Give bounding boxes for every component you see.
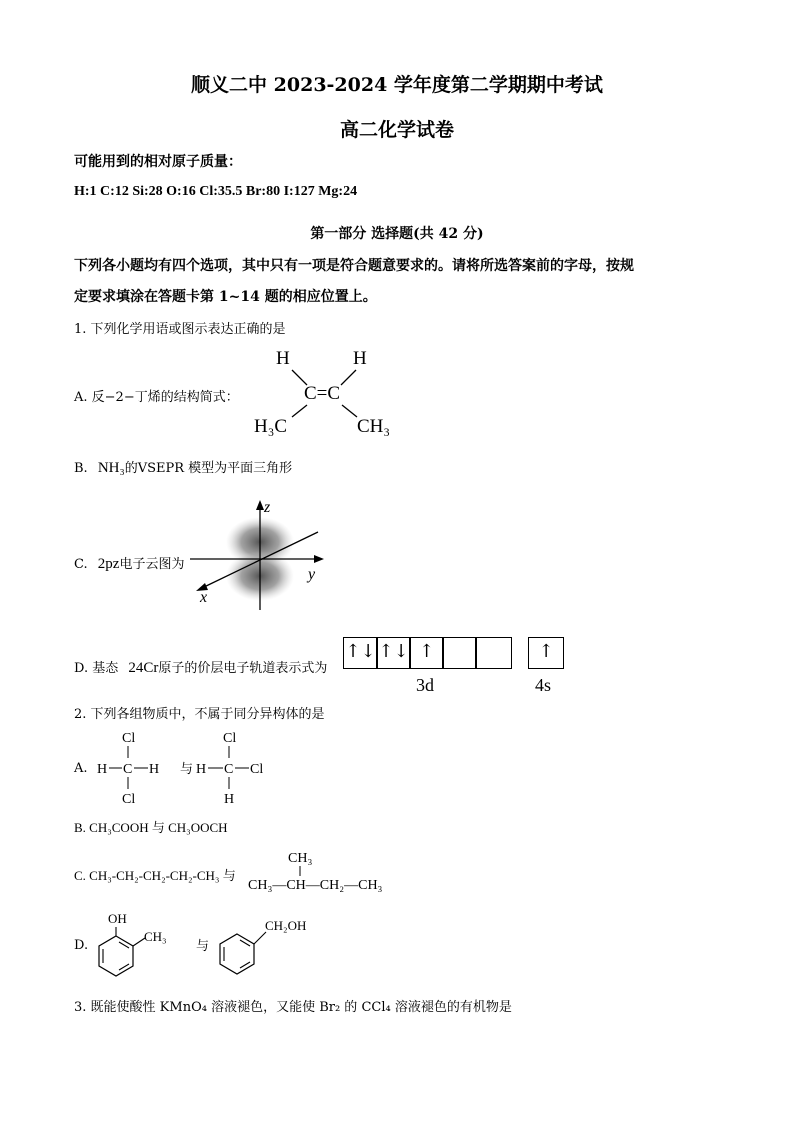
- d-left-oh: OH: [108, 911, 127, 926]
- c-branch: CH₃: [288, 851, 313, 866]
- orbital-3d-label: 3d: [416, 675, 434, 695]
- q2-option-c: C. CH₃-CH₂-CH₂-CH₂-CH₃ 与: [74, 868, 236, 883]
- a-left-left: H: [97, 762, 108, 777]
- q1-option-a-structure: [250, 343, 410, 438]
- part1-instruction-line2: 定要求填涂在答题卡第 1~14 题的相应位置上。: [74, 289, 377, 305]
- orbital-4s-label: 4s: [535, 675, 552, 695]
- part1-heading: 第一部分 选择题(共 42 分): [310, 226, 484, 242]
- a-right-bottom: H: [224, 792, 235, 807]
- q1-d-text: 原子的价层电子轨道表示式为: [158, 661, 328, 676]
- q1-c-prefix: C.: [74, 557, 88, 572]
- struct-h-right: H: [353, 348, 367, 369]
- q2-a-prefix: A.: [74, 761, 88, 776]
- q1-option-d: [74, 657, 327, 677]
- a-right-top: Cl: [223, 731, 237, 746]
- d-right-group: CH₂OH: [265, 918, 307, 933]
- q1-c-orbital: 2pz: [97, 556, 120, 572]
- q1-option-c: [74, 553, 184, 573]
- d-connector: 与: [196, 939, 210, 954]
- q1-b-prefix: B.: [74, 461, 88, 476]
- d-left-ch3: CH₃: [144, 929, 167, 944]
- q3-stem: 3. 既能使酸性 KMnO₄ 溶液褪色，又能使 Br₂ 的 CCl₄ 溶液褪色的有机物是: [74, 1000, 512, 1015]
- a-right-center: C: [224, 762, 234, 777]
- orbital-3d-box-3: ↑: [409, 637, 444, 669]
- struct-double-bond: C=C: [304, 383, 341, 404]
- q1-b-formula: NH₃: [97, 460, 125, 476]
- exam-subtitle: 高二化学试卷: [339, 119, 454, 141]
- a-left-right: H: [149, 762, 160, 777]
- orbital-3d-box-5: [475, 637, 512, 669]
- a-left-center: C: [123, 762, 133, 777]
- q2-option-d-structures: [90, 908, 330, 988]
- q1-option-b: [74, 457, 292, 477]
- part1-instruction-line1: 下列各小题均有四个选项，其中只有一项是符合题意要求的。请将所选答案前的字母，按规: [74, 258, 634, 274]
- q1-option-c-cloud-diagram: [180, 492, 330, 622]
- q1-b-text: 的VSEPR 模型为平面三角形: [124, 461, 293, 476]
- exam-title: 顺义二中 2023-2024 学年度第二学期期中考试: [191, 74, 603, 96]
- a-connector: 与: [180, 762, 194, 777]
- q2-d-prefix: D.: [74, 938, 89, 953]
- q2-option-b: B. CH₃COOH 与 CH₃OOCH: [74, 820, 228, 835]
- orbital-4s-box: ↑: [528, 637, 564, 669]
- q2-option-c-structure: [244, 846, 404, 896]
- q2-stem: 2. 下列各组物质中，不属于同分异构体的是: [74, 707, 325, 722]
- a-left-bottom: Cl: [122, 792, 136, 807]
- atomic-mass-values: H:1 C:12 Si:28 O:16 Cl:35.5 Br:80 I:127 Mg:24: [74, 184, 358, 199]
- a-right-left: H: [196, 762, 207, 777]
- struct-ch3-left: H₃C: [254, 416, 288, 437]
- struct-h-left: H: [276, 348, 290, 369]
- a-left-top: Cl: [122, 731, 136, 746]
- axis-z-label: z: [264, 499, 271, 516]
- q1-option-a-label: A. 反−2−丁烯的结构简式：: [74, 390, 239, 405]
- orbital-3d-box-4: [442, 637, 477, 669]
- c-chain: CH₃—CH—CH₂—CH₃: [248, 878, 383, 893]
- orbital-3d-box-1: ↑↓: [343, 637, 378, 669]
- axis-x-label: x: [200, 589, 208, 606]
- q1-d-element: 24Cr: [128, 660, 159, 676]
- q1-stem: 1. 下列化学用语或图示表达正确的是: [74, 322, 286, 337]
- orbital-3d-box-2: ↑↓: [376, 637, 411, 669]
- a-right-right: Cl: [250, 762, 264, 777]
- axis-y-label: y: [308, 566, 316, 583]
- q1-d-prefix: D. 基态: [74, 661, 119, 676]
- q1-c-text: 电子云图为: [119, 557, 185, 572]
- q2-option-a-structures: [92, 728, 282, 808]
- struct-ch3-right: CH₃: [357, 416, 391, 437]
- atomic-mass-label: 可能用到的相对原子质量：: [74, 154, 242, 170]
